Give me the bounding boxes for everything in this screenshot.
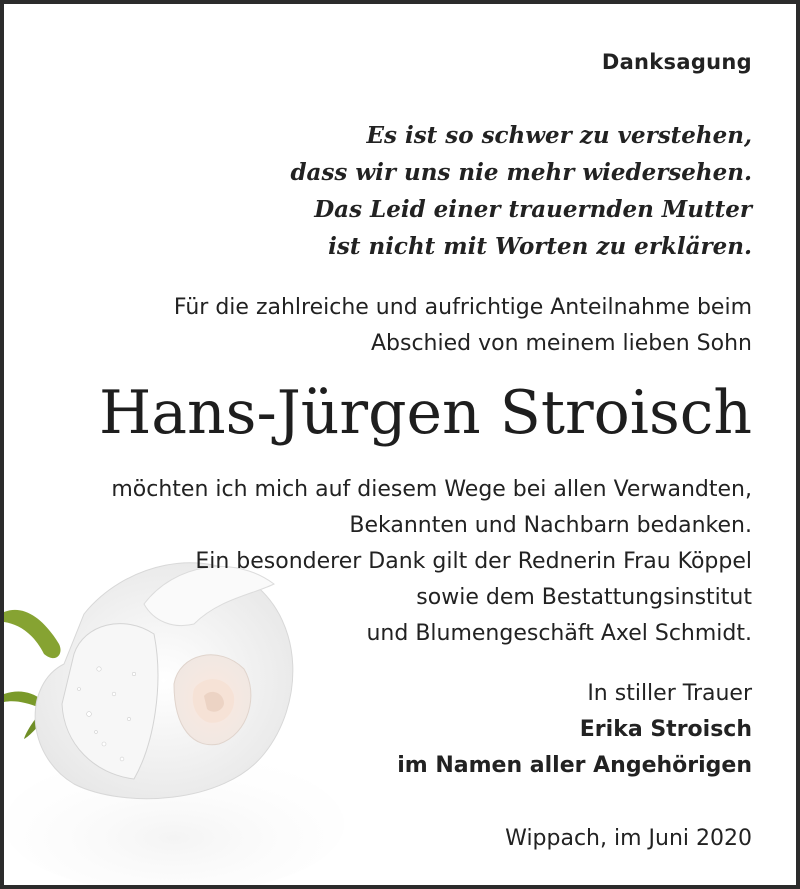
poem-line: dass wir uns nie mehr wiedersehen. <box>290 159 752 186</box>
thanks-text <box>111 472 752 652</box>
poem-line: Es ist so schwer zu verstehen, <box>366 122 752 149</box>
signature-block <box>397 676 752 784</box>
mourner-name: Erika Stroisch <box>579 717 752 742</box>
relatives-line: im Namen aller Angehörigen <box>397 753 752 778</box>
intro-line: Für die zahlreiche und aufrichtige Anteilnahme beim <box>173 295 752 320</box>
thanks-line: und Blumengeschäft Axel Schmidt. <box>366 621 752 646</box>
heading: Danksagung <box>601 50 752 74</box>
thanks-line: Ein besonderer Dank gilt der Rednerin Frau Köppel <box>195 549 752 574</box>
thanks-line: möchten ich mich auf diesem Wege bei allen Verwandten, <box>111 477 752 502</box>
thanks-line: Bekannten und Nachbarn bedanken. <box>349 513 752 538</box>
signature-intro: In stiller Trauer <box>587 681 752 706</box>
thanks-line: sowie dem Bestattungsinstitut <box>416 585 752 610</box>
poem <box>290 117 752 265</box>
poem-line: Das Leid einer trauernden Mutter <box>314 196 752 223</box>
intro-line: Abschied von meinem lieben Sohn <box>370 331 752 356</box>
poem-line: ist nicht mit Worten zu erklären. <box>328 233 752 260</box>
place-date: Wippach, im Juni 2020 <box>505 826 752 851</box>
deceased-name: Hans-Jürgen Stroisch <box>98 378 752 448</box>
intro-text <box>174 290 752 362</box>
